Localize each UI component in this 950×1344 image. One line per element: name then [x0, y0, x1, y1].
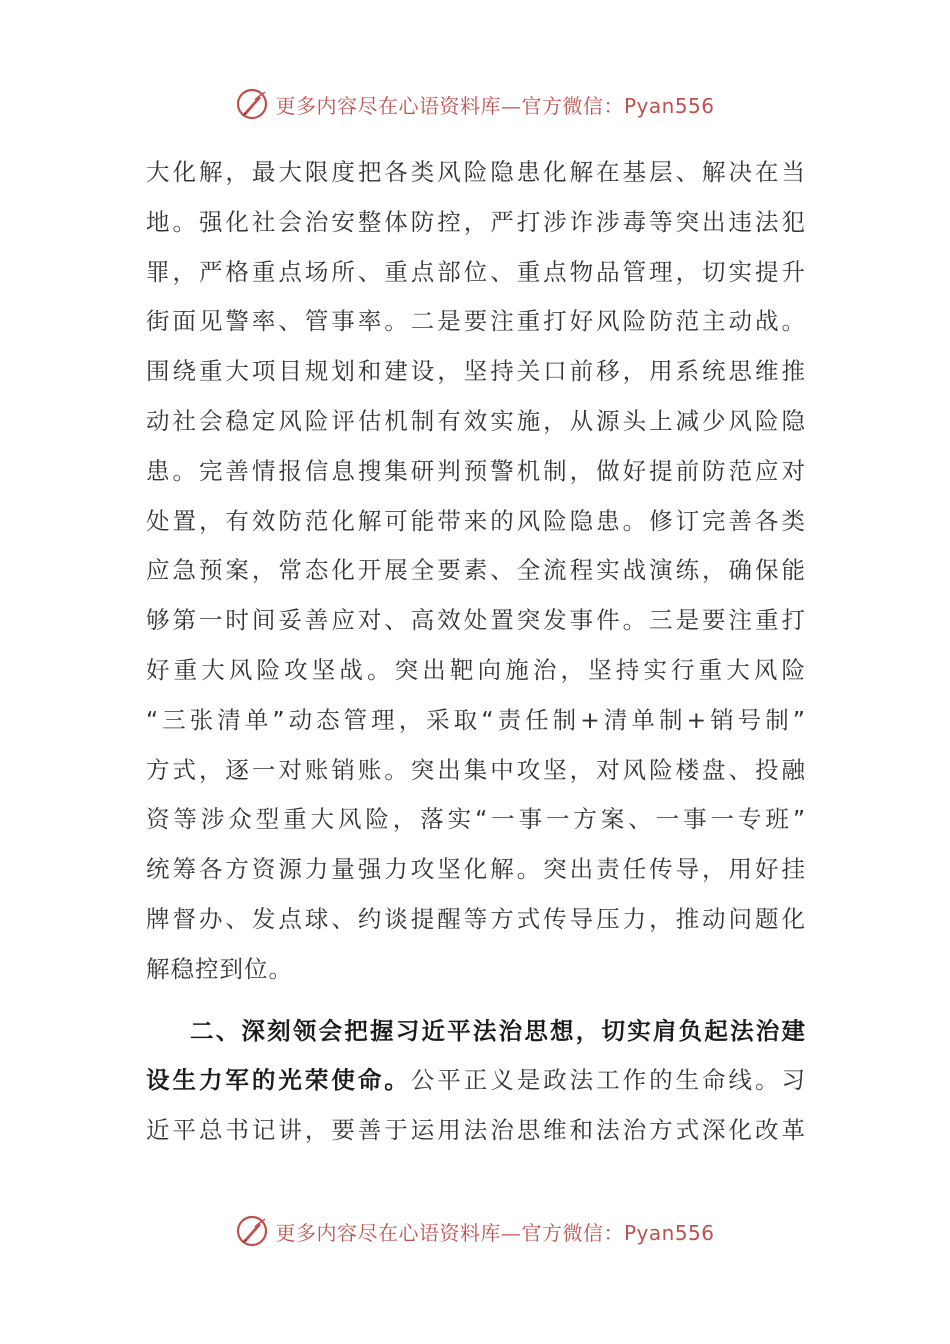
footer-watermark: [0, 1211, 950, 1251]
text-line: 资等涉众型重大风险，落实“一事一方案、一事一专班”: [146, 805, 806, 834]
watermark-text: [275, 1217, 714, 1246]
text-line: 好重大风险攻坚战。突出靶向施治，坚持实行重大风险: [146, 655, 806, 684]
watermark-wechat-id: Pyan556: [623, 93, 715, 118]
text-line: 应急预案，常态化开展全要素、全流程实战演练，确保能: [146, 556, 806, 585]
text-line: 方式，逐一对账销账。突出集中攻坚，对风险楼盘、投融: [146, 755, 806, 784]
text-line: 患。完善情报信息搜集研判预警机制，做好提前防范应对: [146, 456, 806, 485]
paragraph-gap: [146, 995, 806, 1007]
quill-logo-icon: [235, 1214, 269, 1248]
text-line: 罪，严格重点场所、重点部位、重点物品管理，切实提升: [146, 257, 806, 286]
text-line: 街面见警率、管事率。二是要注重打好风险防范主动战。: [146, 307, 806, 336]
text-line: 解稳控到位。: [146, 954, 293, 983]
header-watermark: [0, 84, 950, 124]
text-line: 近平总书记讲，要善于运用法治思维和法治方式深化改革: [146, 1116, 806, 1145]
text-line: 大化解，最大限度把各类风险隐患化解在基层、解决在当: [146, 158, 806, 186]
text-line: 统筹各方资源力量强力攻坚化解。突出责任传导，用好挂: [146, 855, 806, 884]
text-line: 处置，有效防范化解可能带来的风险隐患。修订完善各类: [146, 506, 806, 535]
text-line: “三张清单”动态管理，采取“责任制+清单制+销号制”: [146, 705, 806, 734]
text-line-mixed: [146, 1056, 806, 1106]
text-line: 动社会稳定风险评估机制有效实施，从源头上减少风险隐: [146, 406, 806, 435]
text-line: 围绕重大项目规划和建设，坚持关口前移，用系统思维推: [146, 357, 806, 386]
quill-logo-icon: [235, 87, 269, 121]
document-body: [146, 148, 806, 1156]
watermark-text: [275, 90, 714, 119]
body-text: 公平正义是政法工作的生命线。习: [410, 1066, 806, 1095]
watermark-label: 更多内容尽在心语资料库—官方微信：: [275, 93, 624, 118]
watermark-wechat-id: Pyan556: [623, 1220, 715, 1245]
text-line: 够第一时间妥善应对、高效处置突发事件。三是要注重打: [146, 606, 806, 635]
text-line: 牌督办、发点球、约谈提醒等方式传导压力，推动问题化: [146, 904, 806, 933]
text-line: 地。强化社会治安整体防控，严打涉诈涉毒等突出违法犯: [146, 207, 806, 236]
section-heading-end: 设生力军的光荣使命。: [146, 1066, 411, 1095]
watermark-label: 更多内容尽在心语资料库—官方微信：: [275, 1220, 624, 1245]
section-heading: 二、深刻领会把握习近平法治思想，切实肩负起法治建: [190, 1016, 806, 1045]
